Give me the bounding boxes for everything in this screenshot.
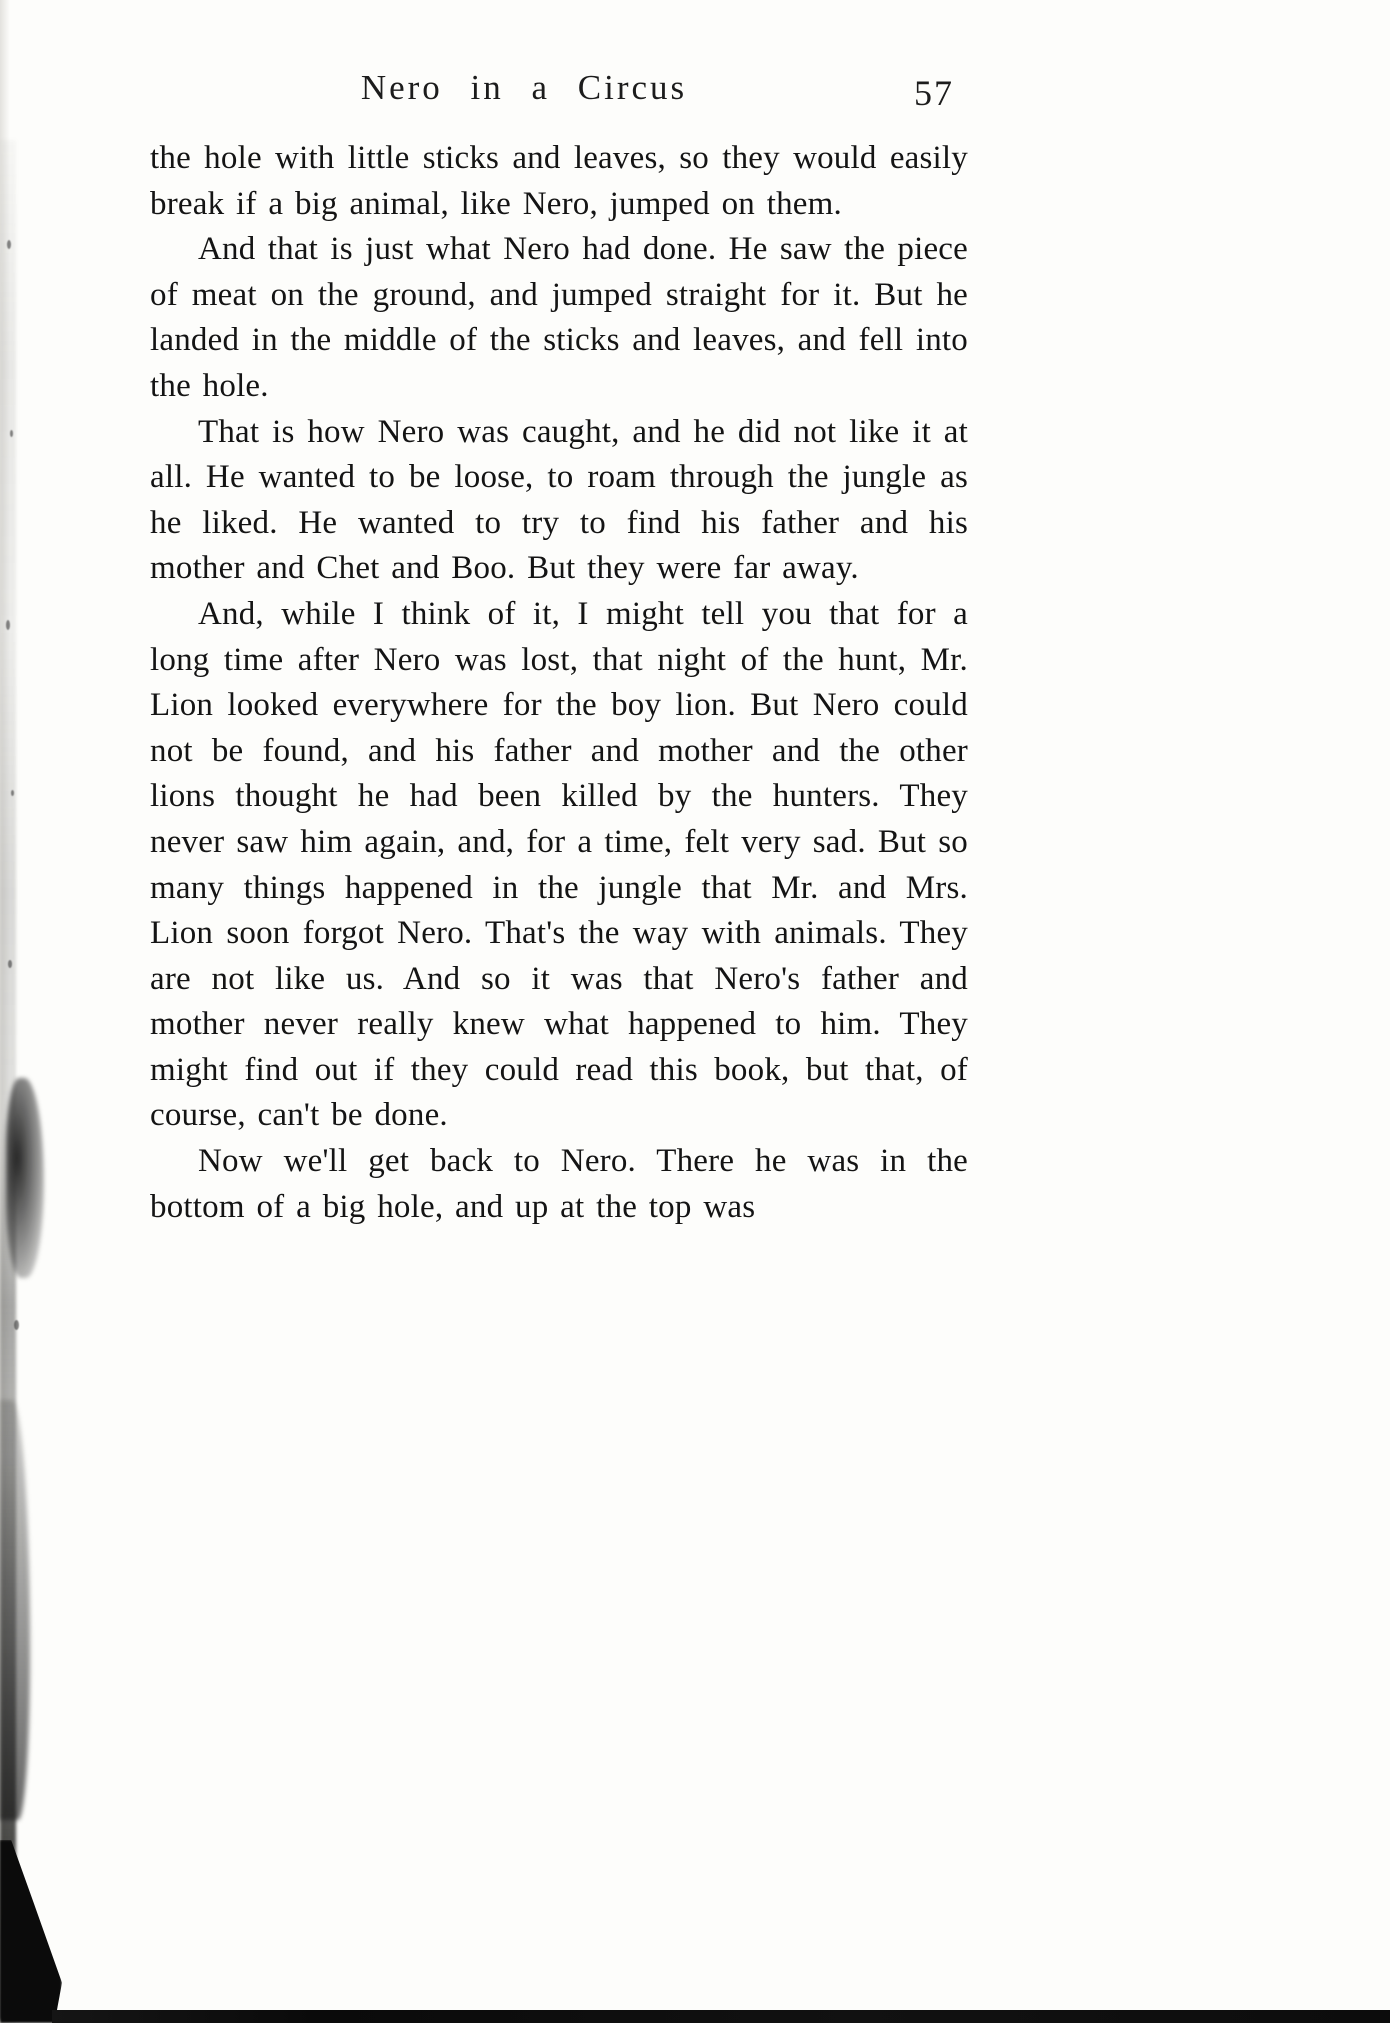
paragraph-continuation: the hole with little sticks and leaves, so they would easily break if a big animal, like Nero, jumped on them.	[150, 140, 968, 222]
scan-speck	[11, 790, 14, 796]
scan-speck	[14, 1320, 19, 1330]
paragraph-2: And that is just what Nero had done. He saw the piece of meat on the ground, and jumped straight for it. But he landed in the middle of the sticks and leaves, and fell into the hole.	[150, 231, 968, 404]
scan-speck	[6, 620, 10, 630]
scan-speck	[7, 240, 11, 249]
page-number: 57	[914, 73, 954, 113]
paragraph-5: Now we'll get back to Nero. There he was in the bottom of a big hole, and up at the top was	[150, 1143, 968, 1225]
page-header	[150, 68, 968, 124]
paragraph-4: And, while I think of it, I might tell you that for a long time after Nero was lost, that night of the hunt, Mr. Lion looked everywhere for the boy lion. But Nero could not be found, and his father and mother and the other lions thought he had been killed by the hunters. They never saw him again, and, for a time, felt very sad. But so many things happened in the jungle that Mr. and Mrs. Lion soon forgot Nero. That's the way with animals. They are not like us. And so it was that Nero's father and mother never really knew what happened to him. They might find out if they could read this book, but that, of course, can't be done.	[150, 595, 968, 1134]
scan-speck	[8, 960, 12, 968]
body-text	[150, 136, 968, 1230]
scan-speck	[10, 430, 13, 437]
scan-artifact-bottom-bar	[52, 2010, 1390, 2023]
scan-artifact-blob-lower	[0, 1400, 30, 1820]
running-title: Nero in a Circus	[360, 68, 688, 107]
paragraph-3: That is how Nero was caught, and he did not like it at all. He wanted to be loose, to roam through the jungle as he liked. He wanted to try to find his father and his mother and Chet and Boo. But they were far away.	[150, 413, 968, 587]
scan-artifact-blob-middle	[6, 1078, 44, 1278]
scan-artifact-corner	[0, 1840, 62, 2023]
